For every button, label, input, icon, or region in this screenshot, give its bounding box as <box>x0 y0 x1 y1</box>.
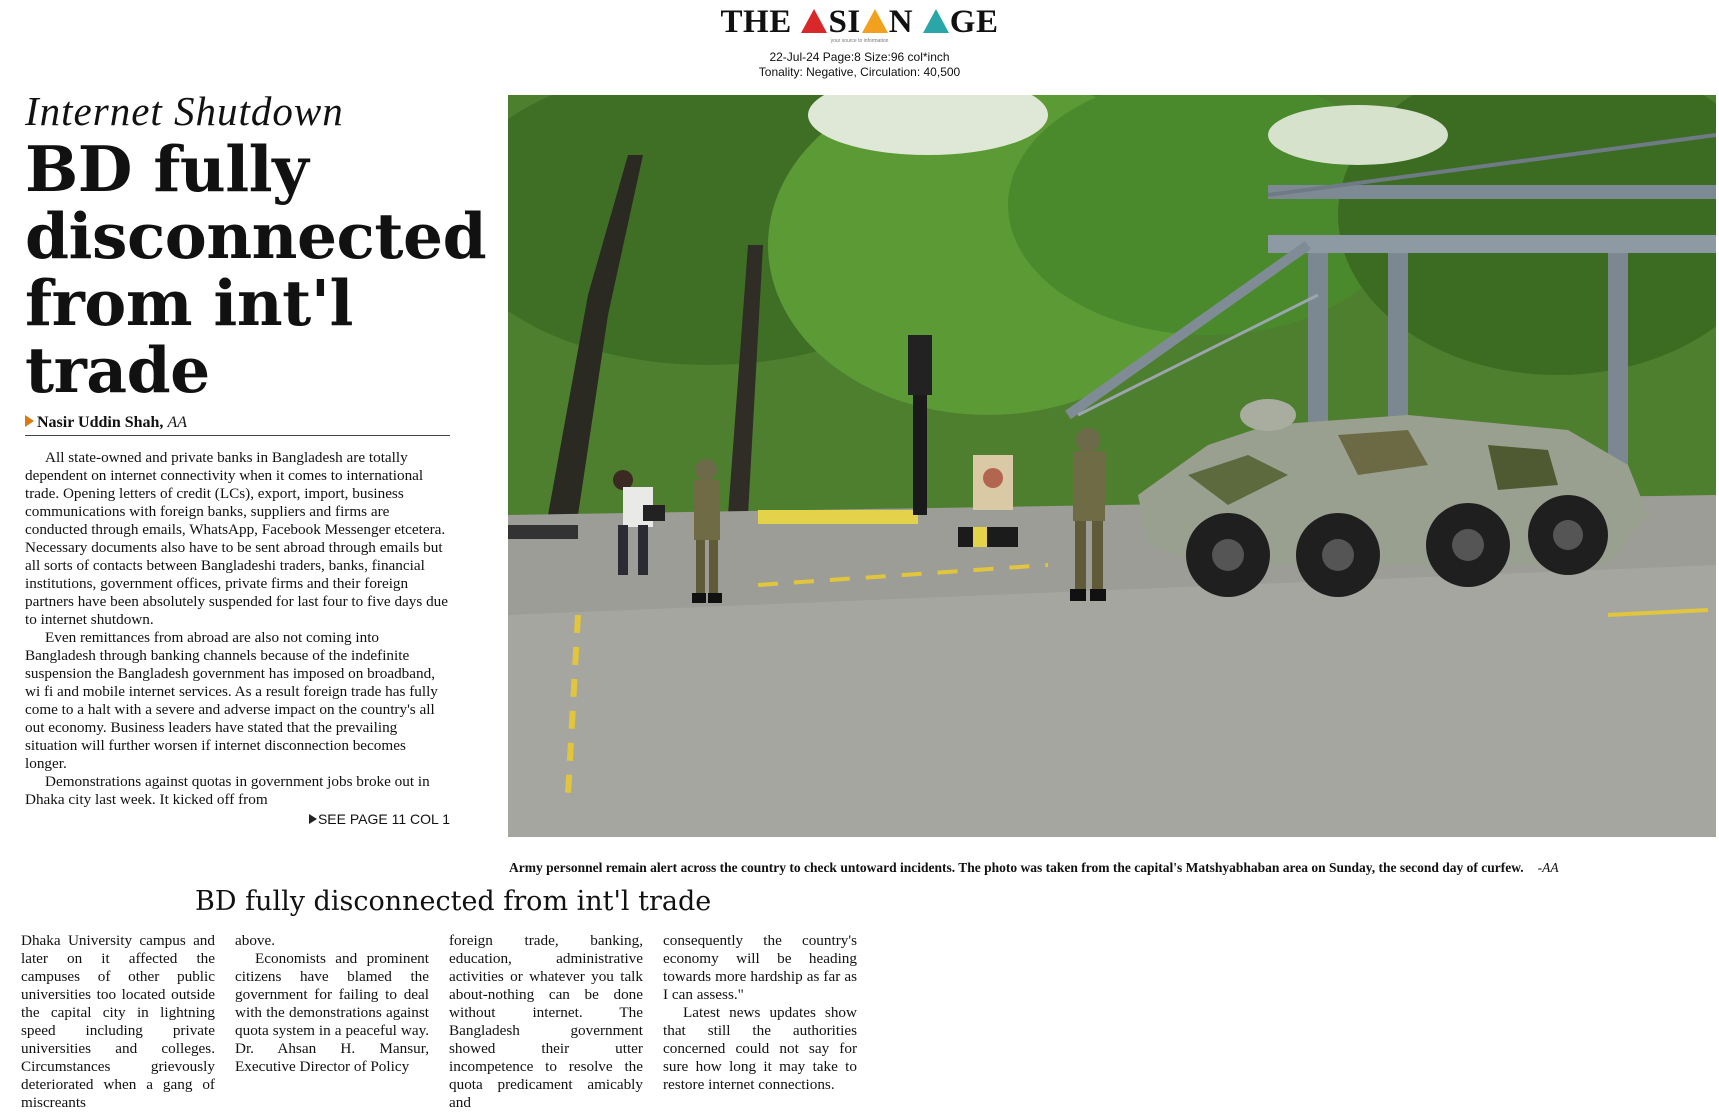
byline <box>25 414 450 436</box>
jump-link <box>25 811 450 827</box>
byline-agency: AA <box>167 414 187 431</box>
continuation-paragraph: Economists and prominent citizens have blamed the government for failing to deal with the demonstrations against quota system in a peaceful way. Dr. Ahsan H. Mansur, Executive Director of Policy <box>235 950 429 1075</box>
jump-arrow-icon <box>309 814 317 824</box>
article-paragraph: All state-owned and private banks in Bangladesh are totally dependent on internet connectivity when it comes to international trade. Opening letters of credit (LCs), export, import, business communications with foreign banks, suppliers and firms are conducted through emails, WhatsApp, Facebook Messenger etcetera. Necessary documents also have to be sent abroad through emails but all sorts of contacts between Bangladeshi traders, banks, financial institutions, government offices, private firms and their foreign partners have been absolutely suspended for last four to five days due to internet shutdown. <box>25 449 449 628</box>
continuation-column <box>21 932 215 1112</box>
newspaper-logo <box>721 4 999 40</box>
clipping-date-page-size: 22-Jul-24 Page:8 Size:96 col*inch <box>769 50 950 64</box>
clipping-tonality-circulation: Tonality: Negative, Circulation: 40,500 <box>758 65 961 79</box>
logo-a-triangle-icon <box>801 9 827 33</box>
jump-text: SEE PAGE 11 COL 1 <box>317 811 450 827</box>
continuation-paragraph: above. <box>235 932 276 949</box>
continuation-column <box>449 932 643 1112</box>
photo-credit: -AA <box>1537 860 1559 875</box>
masthead <box>0 4 1719 80</box>
logo-text-the: THE <box>720 4 801 40</box>
article-headline: BD fully disconnected from int'l trade <box>25 132 487 407</box>
logo-text-ge: GE <box>949 4 999 40</box>
continuation-paragraph: Dhaka University campus and later on it affected the campuses of other public universities too located outside the capital city in lightning speed including private universities and colleges. Circumstances grievously deteriorated when a gang of miscreants <box>21 932 215 1111</box>
article-paragraph: Demonstrations against quotas in government jobs broke out in Dhaka city last week. It kicked off from <box>25 773 430 808</box>
article-paragraph: Even remittances from abroad are also not coming into Bangladesh through banking channels because of the indefinite suspension the Bangladesh government has imposed on broadband, wi fi and mobile internet services. As a result foreign trade has fully come to a halt with a severe and adverse impact on the country's all out economy. Business leaders have stated that the prevailing situation will further worsen if internet disconnection becomes longer. <box>25 629 438 772</box>
continuation-column <box>235 932 429 1112</box>
continuation-paragraph: Latest news updates show that still the authorities concerned could not say for sure how long it may take to restore internet connections. <box>663 1004 857 1093</box>
article-kicker: Internet Shutdown <box>25 88 344 134</box>
continuation-column <box>663 932 857 1112</box>
logo-a-triangle-icon <box>862 9 888 33</box>
logo-a-triangle-icon <box>923 9 949 33</box>
photo-caption <box>509 860 1717 876</box>
street-scene-image <box>508 95 1716 837</box>
news-photo <box>508 95 1716 837</box>
continuation-paragraph: foreign trade, banking, education, administrative activities or whatever you talk about-nothing can be done without internet. The Bangladesh government showed their utter incompetence to resolve the quota predicament amicably and <box>449 932 643 1111</box>
article-body <box>25 449 450 809</box>
byline-author: Nasir Uddin Shah, <box>37 414 164 431</box>
clipping-meta <box>0 50 1719 80</box>
continuation-title: BD fully disconnected from int'l trade <box>195 886 712 917</box>
byline-marker-icon <box>25 415 34 427</box>
logo-text-n: N <box>888 4 922 40</box>
caption-text: Army personnel remain alert across the country to check untoward incidents. The photo was taken from the capital's Matshyabhaban area on Sunday, the second day of curfew. <box>509 860 1524 875</box>
continuation-body <box>21 932 857 1112</box>
article-column <box>25 88 487 827</box>
continuation-paragraph: consequently the country's economy will be heading towards more hardship as far as I can assess." <box>663 932 857 1003</box>
logo-text-si: SI <box>828 4 861 40</box>
logo-tagline: your source to information <box>830 38 889 44</box>
